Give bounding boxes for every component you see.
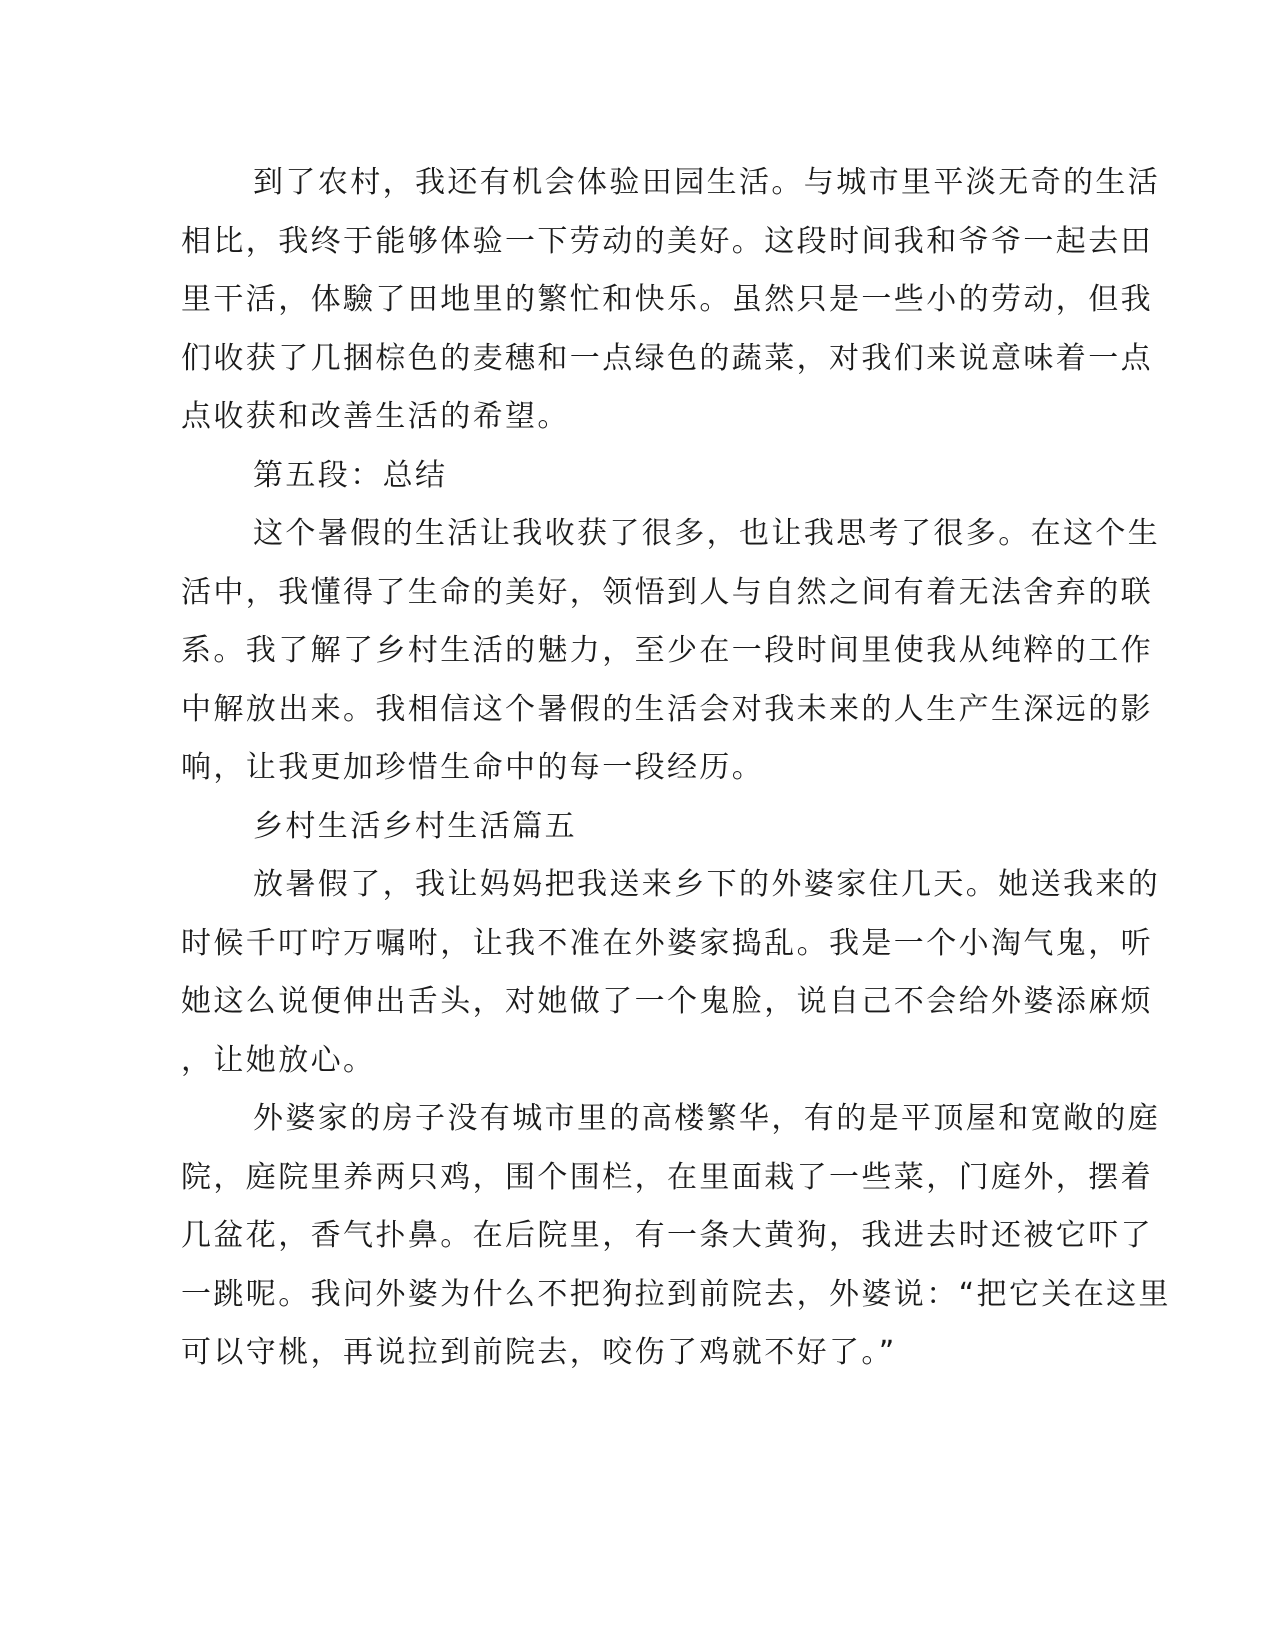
paragraph-line: 外婆家的房子没有城市里的高楼繁华，有的是平顶屋和宽敞的庭 [253,1101,1161,1136]
paragraph-line: 这个暑假的生活让我收获了很多，也让我思考了很多。在这个生 [253,516,1161,551]
paragraph-line: 一跳呢。我问外婆为什么不把狗拉到前院去，外婆说：“把它关在这里 [181,1276,1171,1312]
paragraph-line: ，让她放心。 [181,1042,376,1078]
paragraph-line: 放暑假了，我让妈妈把我送来乡下的外婆家住几天。她送我来的 [253,867,1161,902]
paragraph-line: 活中，我懂得了生命的美好，领悟到人与自然之间有着无法舍弃的联 [181,574,1153,610]
paragraph-line: 系。我了解了乡村生活的魅力，至少在一段时间里使我从纯粹的工作 [181,633,1153,668]
paragraph-line: 中解放出来。我相信这个暑假的生活会对我未来的人生产生深远的影 [181,691,1153,727]
paragraph-line: 们收获了几捆棕色的麦穗和一点绿色的蔬菜，对我们来说意味着一点 [181,340,1153,376]
paragraph-line: 到了农村，我还有机会体验田园生活。与城市里平淡无奇的生活 [253,165,1161,200]
paragraph-line: 院，庭院里养两只鸡，围个围栏，在里面栽了一些菜，门庭外，摆着 [181,1159,1153,1195]
paragraph-line: 相比，我终于能够体验一下劳动的美好。这段时间我和爷爷一起去田 [181,223,1153,259]
paragraph-line: 她这么说便伸出舌头，对她做了一个鬼脸，说自己不会给外婆添麻烦 [181,984,1153,1019]
paragraph-line: 点收获和改善生活的希望。 [181,399,570,434]
article-title: 乡村生活乡村生活篇五 [253,808,577,844]
section-heading: 第五段：总结 [253,457,448,493]
paragraph-line: 可以守桃，再说拉到前院去，咬伤了鸡就不好了。” [181,1335,897,1370]
paragraph-line: 响，让我更加珍惜生命中的每一段经历。 [181,750,765,785]
paragraph-line: 几盆花，香气扑鼻。在后院里，有一条大黄狗，我进去时还被它吓了 [181,1218,1153,1253]
paragraph-line: 里干活，体驗了田地里的繁忙和快乐。虽然只是一些小的劳动，但我 [181,282,1153,317]
paragraph-line: 时候千叮咛万嘱咐，让我不准在外婆家捣乱。我是一个小淘气鬼，听 [181,925,1153,961]
body-text [181,154,1171,1383]
